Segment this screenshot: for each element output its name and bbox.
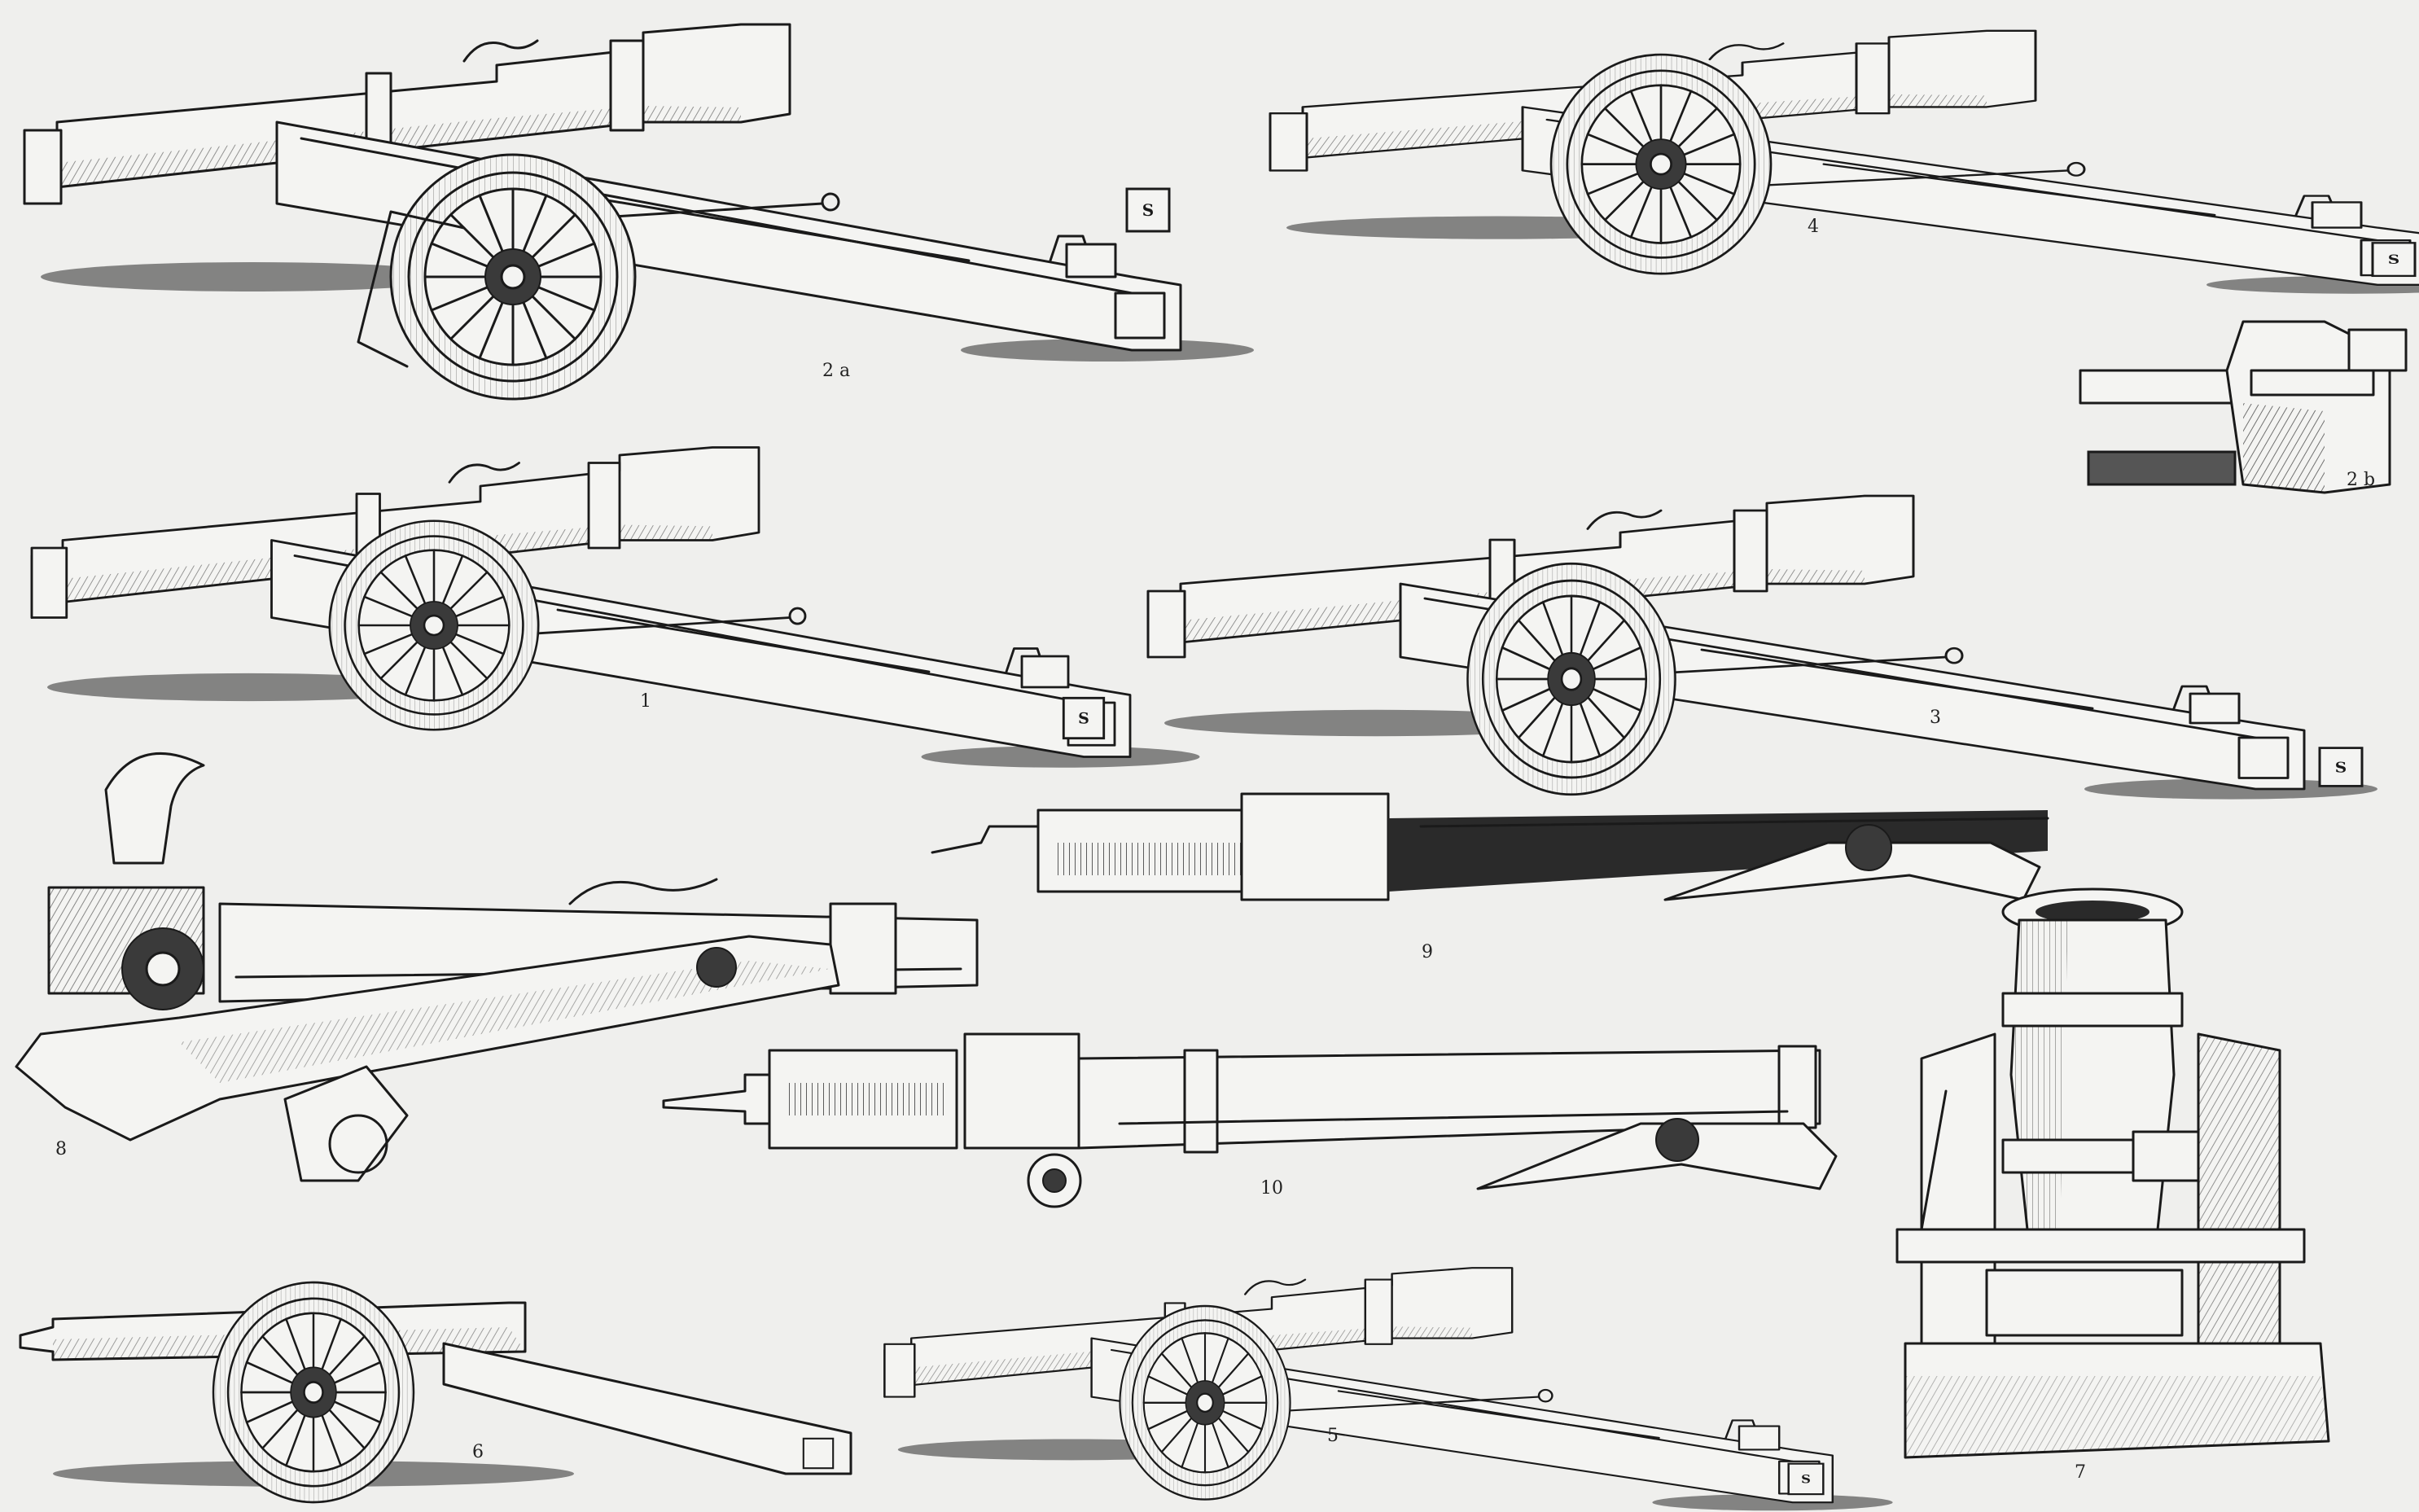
figure-label-3: 3 xyxy=(1930,708,1941,728)
monogram-2a: S xyxy=(1142,200,1155,220)
figure-label-7: 7 xyxy=(2075,1462,2086,1483)
figure-label-8: 8 xyxy=(55,1139,67,1159)
figure-5 xyxy=(884,1268,1892,1510)
figure-label-10: 10 xyxy=(1260,1178,1283,1199)
figure-label-2a: 2 a xyxy=(822,361,851,381)
figure-2b xyxy=(2080,322,2406,493)
figure-label-6: 6 xyxy=(472,1442,484,1462)
figure-9 xyxy=(932,794,2048,900)
figure-2a xyxy=(24,24,1254,399)
figure-6 xyxy=(20,1282,851,1502)
figure-4 xyxy=(1270,31,2419,294)
figure-label-9: 9 xyxy=(1422,942,1433,962)
figure-label-4: 4 xyxy=(1808,217,1819,237)
monogram-3: S xyxy=(2334,759,2347,777)
monogram-5: S xyxy=(1801,1472,1811,1487)
figure-1 xyxy=(32,448,1200,768)
monogram-4: S xyxy=(2387,252,2400,268)
figure-10 xyxy=(664,1034,1836,1207)
figure-7 xyxy=(1897,889,2329,1457)
figure-label-2b: 2 b xyxy=(2347,470,2376,490)
figure-label-5: 5 xyxy=(1327,1426,1339,1446)
monogram-1: S xyxy=(1078,709,1089,728)
figure-label-1: 1 xyxy=(640,691,651,712)
figure-3 xyxy=(1148,496,2377,800)
